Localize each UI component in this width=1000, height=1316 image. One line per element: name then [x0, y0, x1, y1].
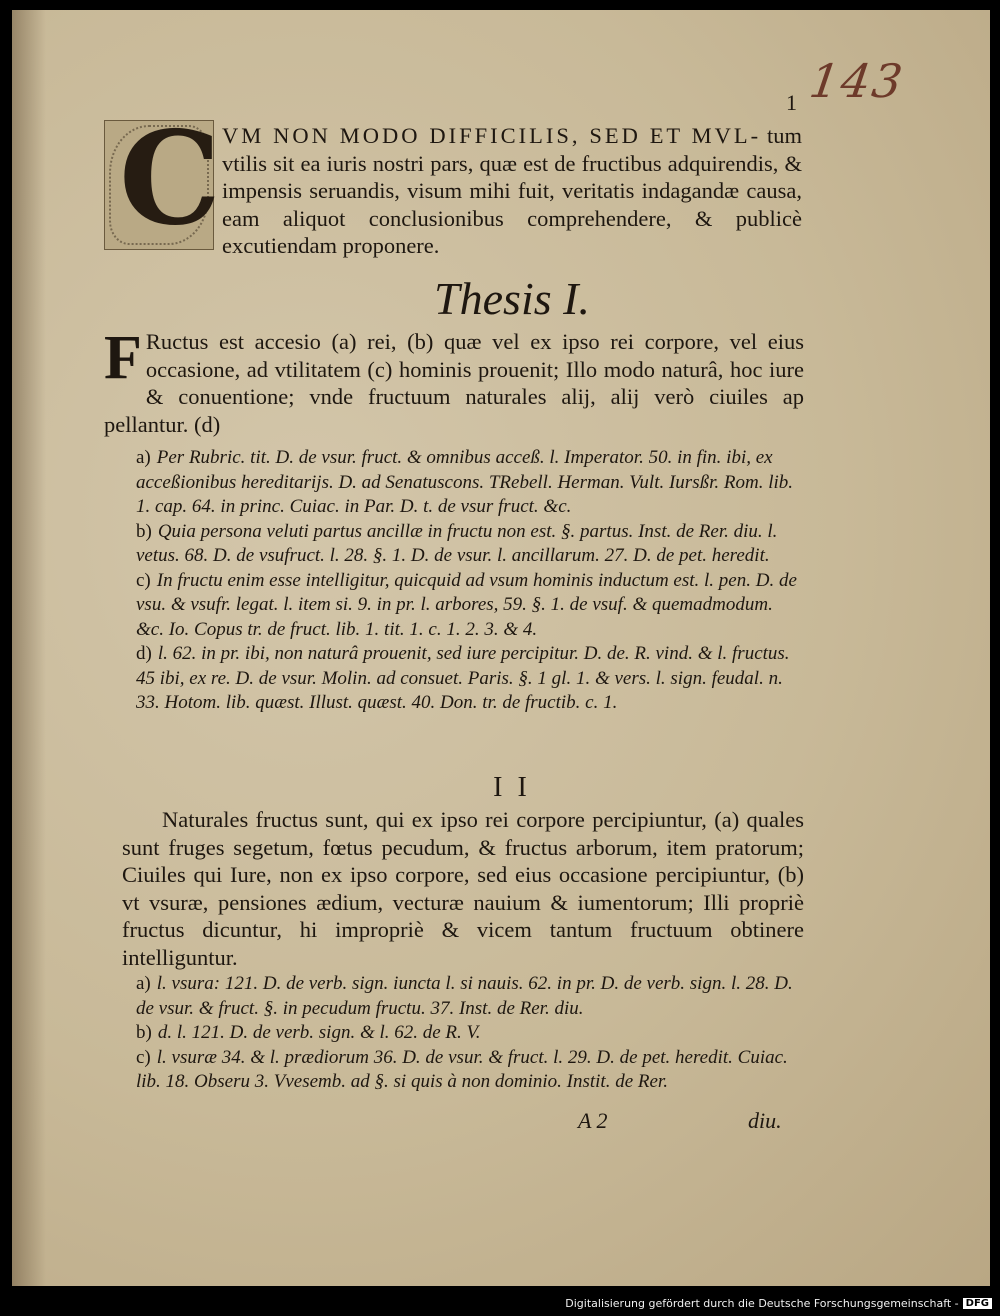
page-number: 1 — [786, 90, 797, 115]
intro-paragraph — [222, 122, 802, 260]
note-text: l. vsura: 121. D. de verb. sign. iuncta l. si nauis. 62. in pr. D. de verb. sign. l. 28. D. de vsur. & fruct. §. in pecudum fructu. 37. Inst. de Rer. diu. — [136, 973, 793, 1019]
note-item — [136, 1046, 804, 1095]
thesis-1-notes — [136, 446, 804, 716]
note-item — [136, 569, 804, 643]
intro-first-line: VM NON MODO DIFFICILIS, SED ET MVL- — [222, 123, 762, 148]
footer-text: Digitalisierung gefördert durch die Deutsche Forschungsgemeinschaft - — [565, 1297, 959, 1310]
dfg-logo: DFG — [963, 1298, 992, 1309]
thesis-1-paragraph — [104, 324, 804, 438]
decorated-initial — [104, 104, 221, 254]
note-text: l. vsuræ 34. & l. prædiorum 36. D. de vsur. & fruct. l. 29. D. de pet. heredit. Cuiac. lib. 18. Obseru 3. Vvesemb. ad §. si quis à non dominio. Instit. de Rer. — [136, 1046, 788, 1092]
note-item — [136, 446, 804, 520]
thesis-1-text: Ructus est accesio (a) rei, (b) quæ vel ex ipso rei corpore, vel eius occasione, ad vtilitatem (c) hominis prouenit; Illo modo naturâ, hoc iure & conuentione; vnde fructuum naturales alij, alij verò ciuiles ap pellantur. (d) — [104, 329, 804, 437]
note-label: c) — [136, 1046, 151, 1068]
note-item — [136, 642, 804, 716]
handwritten-folio-number: 143 — [806, 54, 908, 108]
thesis-heading: Thesis I. — [434, 273, 590, 324]
signature-mark: A 2 — [578, 1108, 608, 1133]
thesis-2-paragraph: Naturales fructus sunt, qui ex ipso rei corpore percipiuntur, (a) quales sunt fruges segetum, fœtus pecudum, & fructus arborum, item pratorum; Ciuiles qui Iure, non ex ipso corpore, sed eius occasione percipiuntur, (b) vt vsuræ, pensiones ædium, vecturæ nauium & iumentorum; Illi propriè fructus dicuntur, hi impropriè & vicem tantum fructuum obtinere intelliguntur. — [122, 807, 804, 970]
note-label: b) — [136, 1022, 152, 1043]
note-text: d. l. 121. D. de verb. sign. & l. 62. de R. V. — [157, 1022, 481, 1043]
note-item — [136, 1021, 804, 1046]
initial-letter: C — [119, 104, 221, 254]
thesis-1-initial: F — [104, 324, 142, 392]
note-text: Per Rubric. tit. D. de vsur. fruct. & omnibus acceß. l. Imperator. 50. in fin. ibi, ex acceßionibus hereditarijs. D. ad Senatuscons. TRebell. Herman. Vult. Iursßr. Rom. lib. 1. cap. 64. in princ. Cuiac. in Par. D. t. de vsur fruct. &c. — [136, 447, 794, 517]
note-label: d) — [136, 643, 152, 664]
section-2-heading: I I — [493, 772, 531, 803]
note-label: a) — [136, 973, 151, 994]
catchword: diu. — [748, 1108, 782, 1133]
note-item — [136, 972, 804, 1021]
note-text: Quia persona veluti partus ancillæ in fructu non est. §. partus. Inst. de Rer. diu. l. vetus. 68. D. de vsufruct. l. 28. §. 1. D. de vsur. l. ancillarum. 27. D. de pet. heredit. — [136, 520, 778, 566]
note-text: l. 62. in pr. ibi, non naturâ prouenit, sed iure percipitur. D. de. R. vind. & l. fructus. 45 ibi, ex re. D. de vsur. Molin. ad consuet. Paris. §. 1 gl. 1. & vers. l. sign. feudal. n. 33. Hotom. lib. quæst. Illust. quæst. 40. Don. tr. de fructib. c. 1. — [136, 643, 790, 713]
book-page — [12, 10, 990, 1286]
note-label: a) — [136, 447, 151, 468]
note-label: c) — [136, 569, 151, 591]
note-text: In fructu enim esse intelligitur, quicquid ad vsum hominis inductum est. l. pen. D. de vsu. & vsufr. legat. l. item si. 9. in pr. l. arbores, 59. §. 1. de vsuf. & quemadmodum. &c. Io. Copus tr. de fruct. lib. 1. tit. 1. c. 1. 2. 3. & 4. — [136, 569, 797, 640]
note-label: b) — [136, 520, 152, 542]
thesis-2-notes — [136, 972, 804, 1095]
funding-footer — [565, 1297, 992, 1310]
intro-text: tum vtilis sit ea iuris nostri pars, quæ est de fructibus adquirendis, & impensis seruandis, visum mihi fuit, veritatis indagandæ causa, eam aliquot conclusionibus comprehendere, & publicè excutiendam proponere. — [222, 123, 802, 258]
note-item — [136, 520, 804, 569]
